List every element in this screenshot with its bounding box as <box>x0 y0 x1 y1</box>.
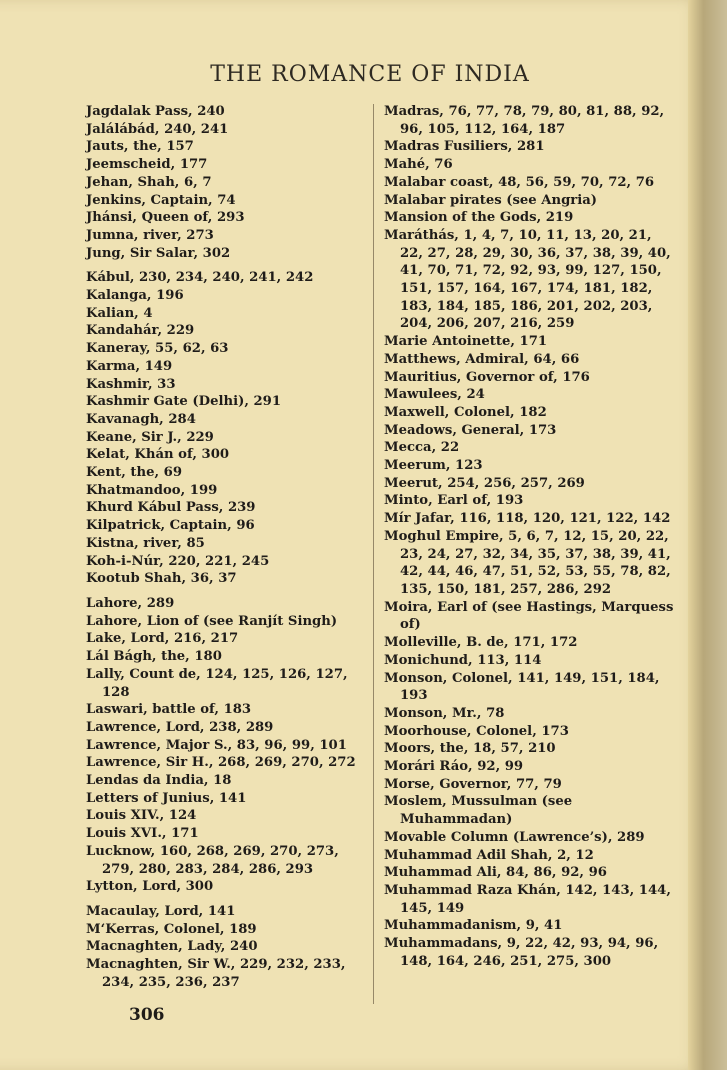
index-entry: Morse, Governor, 77, 79 <box>384 776 562 792</box>
index-entry: Lawrence, Lord, 238, 289 <box>86 719 274 735</box>
index-entry: Keane, Sir J., 229 <box>86 429 214 445</box>
index-entry: Monichund, 113, 114 <box>384 652 542 668</box>
index-entry: Madras Fusiliers, 281 <box>384 139 545 155</box>
index-entry: Lál Bágh, the, 180 <box>86 649 222 665</box>
running-head: THE ROMANCE OF INDIA <box>210 62 530 87</box>
index-entry: Malabar pirates (see Angria) <box>384 192 598 208</box>
index-entry: Kavanagh, 284 <box>86 411 196 427</box>
index-entry: Mansion of the Gods, 219 <box>384 210 574 226</box>
index-entry: Kaneray, 55, 62, 63 <box>86 341 229 357</box>
index-entry: M‘Kerras, Colonel, 189 <box>86 921 257 937</box>
index-entry: Muhammadanism, 9, 41 <box>384 918 563 934</box>
index-entry: Madras, 76, 77, 78, 79, 80, 81, 88, 92, 96, 105, 112, 164, 187 <box>384 104 665 137</box>
index-entry: Moghul Empire, 5, 6, 7, 12, 15, 20, 22, 23, 24, 27, 32, 34, 35, 37, 38, 39, 41, 42, 44, 46, 47, 51, 52, 53, 55, 78, 82, 135, 150, 181, 257, 286, 292 <box>384 528 671 597</box>
index-entry: Mahé, 76 <box>384 157 453 173</box>
index-entry: Lahore, 289 <box>86 595 175 611</box>
index-entry: Moors, the, 18, 57, 210 <box>384 741 556 757</box>
index-entry: Meadows, General, 173 <box>384 422 557 438</box>
index-entry: Jung, Sir Salar, 302 <box>86 245 231 261</box>
index-entry: Letters of Junius, 141 <box>86 790 247 806</box>
index-entry: Marie Antoinette, 171 <box>384 334 548 350</box>
index-entry: Muhammad Ali, 84, 86, 92, 96 <box>384 865 607 881</box>
index-column-right <box>384 103 674 970</box>
index-entry: Jehan, Shah, 6, 7 <box>86 174 212 190</box>
index-entry: Monson, Mr., 78 <box>384 705 505 721</box>
index-entry: Laswari, battle of, 183 <box>86 702 252 718</box>
page-number: 306 <box>129 1005 165 1025</box>
index-entry: Morári Ráo, 92, 99 <box>384 759 524 775</box>
index-entry: Kent, the, 69 <box>86 465 183 481</box>
index-entry: Mír Jafar, 116, 118, 120, 121, 122, 142 <box>384 511 671 527</box>
index-entry: Molleville, B. de, 171, 172 <box>384 635 578 651</box>
index-entry: Kashmir Gate (Delhi), 291 <box>86 394 282 410</box>
index-entry: Movable Column (Lawrence’s), 289 <box>384 829 645 845</box>
index-entry: Kelat, Khán of, 300 <box>86 447 230 463</box>
index-entry: Jumna, river, 273 <box>86 227 214 243</box>
index-entry: Lendas da India, 18 <box>86 773 232 789</box>
index-entry: Kábul, 230, 234, 240, 241, 242 <box>86 270 314 286</box>
index-entry: Lawrence, Major S., 83, 96, 99, 101 <box>86 737 347 753</box>
index-entry: Moorhouse, Colonel, 173 <box>384 723 569 739</box>
column-rule <box>373 104 374 1004</box>
index-entry: Karma, 149 <box>86 358 173 374</box>
index-entry: Kilpatrick, Captain, 96 <box>86 518 255 534</box>
index-column-left <box>86 103 366 991</box>
index-entry: Macaulay, Lord, 141 <box>86 903 236 919</box>
index-entry: Khatmandoo, 199 <box>86 482 218 498</box>
index-entry: Jenkins, Captain, 74 <box>86 192 236 208</box>
index-entry: Kandahár, 229 <box>86 323 195 339</box>
index-entry: Louis XIV., 124 <box>86 808 197 824</box>
index-entry: Lahore, Lion of (see Ranjít Singh) <box>86 613 338 629</box>
index-entry: Jagdalak Pass, 240 <box>86 104 225 119</box>
index-entry: Meerut, 254, 256, 257, 269 <box>384 475 585 491</box>
index-entry: Jhánsi, Queen of, 293 <box>86 210 245 226</box>
index-entry: Muhammad Adil Shah, 2, 12 <box>384 847 594 863</box>
index-entry: Khurd Kábul Pass, 239 <box>86 500 256 516</box>
index-entry: Kootub Shah, 36, 37 <box>86 571 237 587</box>
index-entry: Lawrence, Sir H., 268, 269, 270, 272 <box>86 755 356 771</box>
letter-group-gap <box>86 896 366 903</box>
index-entry: Koh-i-Núr, 220, 221, 245 <box>86 553 270 569</box>
index-entry: Muhammadans, 9, 22, 42, 93, 94, 96, 148, 164, 246, 251, 275, 300 <box>384 936 659 969</box>
index-entry: Kalanga, 196 <box>86 288 184 304</box>
index-entry: Lally, Count de, 124, 125, 126, 127, 128 <box>86 666 348 700</box>
index-entry: Matthews, Admiral, 64, 66 <box>384 351 580 367</box>
index-entry: Lake, Lord, 216, 217 <box>86 631 239 647</box>
index-entry: Moira, Earl of (see Hastings, Marquess of) <box>384 599 674 633</box>
index-entry: Lucknow, 160, 268, 269, 270, 273, 279, 280, 283, 284, 286, 293 <box>86 843 339 877</box>
index-entry: Louis XVI., 171 <box>86 826 199 842</box>
index-entry: Jauts, the, 157 <box>86 139 194 155</box>
index-entry: Mawulees, 24 <box>384 387 485 403</box>
index-entry: Maráthás, 1, 4, 7, 10, 11, 13, 20, 21, 22, 27, 28, 29, 30, 36, 37, 38, 39, 40, 41, 70, 71, 72, 92, 93, 99, 127, 150, 151, 157, 164, 167, 174, 181, 182, 183, 184, 185, 186, 201, 202, 203, 204, 206, 207, 216, 259 <box>384 227 671 332</box>
index-entry: Minto, Earl of, 193 <box>384 493 524 509</box>
index-entry: Kistna, river, 85 <box>86 535 205 551</box>
index-entry: Monson, Colonel, 141, 149, 151, 184, 193 <box>384 670 660 704</box>
letter-group-gap <box>86 262 366 269</box>
index-entry: Meerum, 123 <box>384 458 483 474</box>
letter-group-gap <box>86 588 366 595</box>
index-entry: Jeemscheid, 177 <box>86 157 208 173</box>
index-entry: Macnaghten, Lady, 240 <box>86 939 258 955</box>
index-entry: Moslem, Mussulman (see Muhammadan) <box>384 794 573 828</box>
index-entry: Maxwell, Colonel, 182 <box>384 404 547 420</box>
index-entry: Lytton, Lord, 300 <box>86 879 214 895</box>
index-entry: Kashmir, 33 <box>86 376 176 392</box>
index-entry: Malabar coast, 48, 56, 59, 70, 72, 76 <box>384 174 655 190</box>
index-entry: Macnaghten, Sir W., 229, 232, 233, 234, 235, 236, 237 <box>86 957 346 990</box>
index-entry: Mauritius, Governor of, 176 <box>384 369 590 385</box>
index-entry: Kalian, 4 <box>86 305 153 321</box>
page-edge <box>688 0 727 1070</box>
index-entry: Jalálábád, 240, 241 <box>86 121 229 137</box>
index-entry: Muhammad Raza Khán, 142, 143, 144, 145, 149 <box>384 882 671 916</box>
index-entry: Mecca, 22 <box>384 440 460 456</box>
